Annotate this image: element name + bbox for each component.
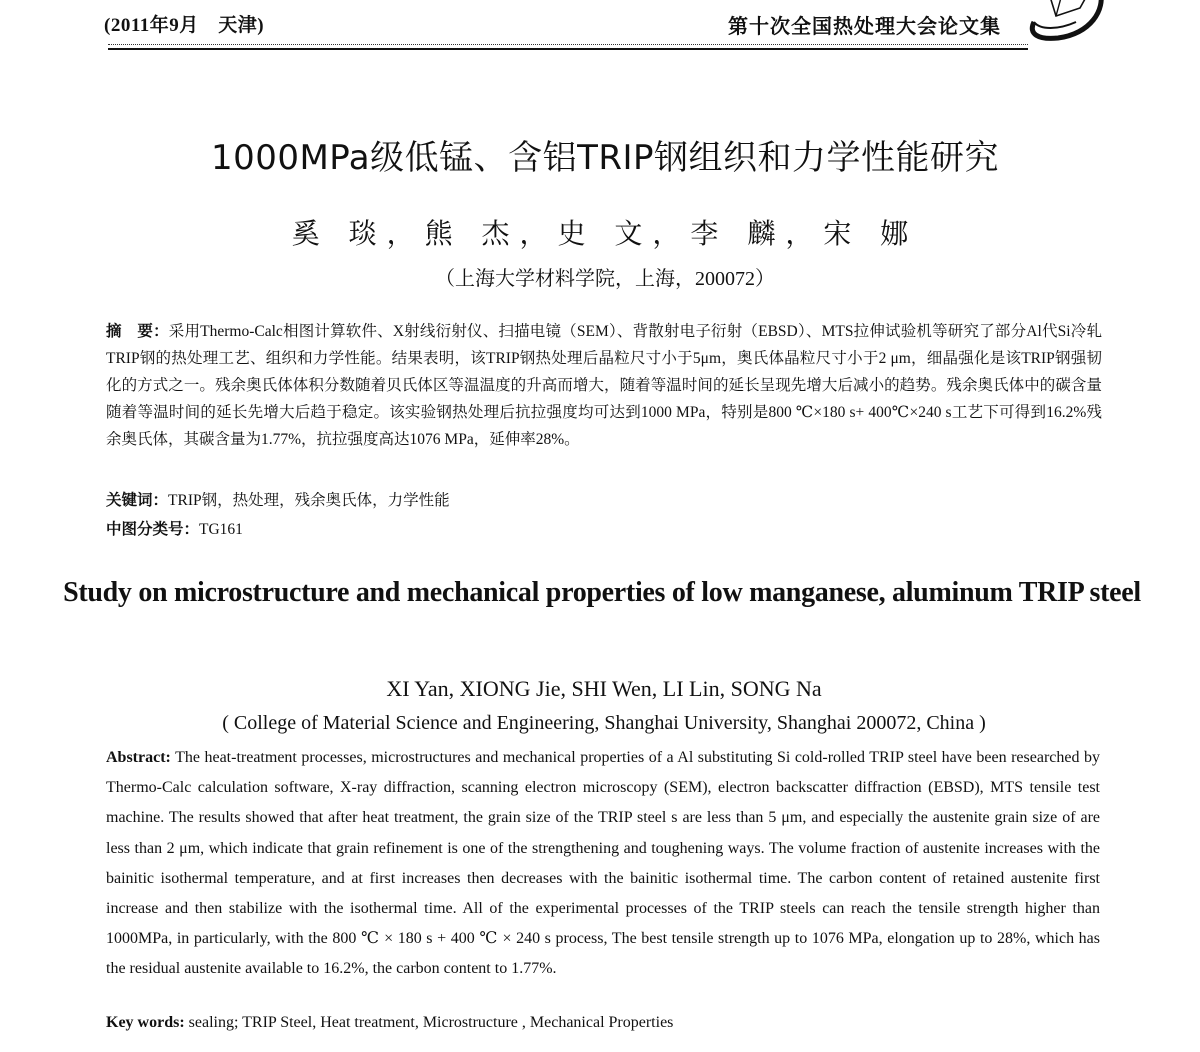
header-rule [108,48,1028,50]
page-header [0,0,1200,60]
affiliation-chinese: （上海大学材料学院，上海，200072） [435,268,775,290]
abstract-chinese-text: 采用Thermo-Calc相图计算软件、X射线衍射仪、扫描电镜（SEM）、背散射电子衍射（EBSD）、MTS拉伸试验机等研究了部分Al代Si冷轧TRIP钢的热处理工艺、组织和力学性能。结果表明，该TRIP钢热处理后晶粒尺寸小于5μm，奥氏体晶粒尺寸小于2 μm，细晶强化是该TRIP钢强韧化的方式之一。残余奥氏体体积分数随着贝氏体区等温温度的升高而增大，随着等温时间的延长呈现先增大后减小的趋势。残余奥氏体中的碳含量随着等温时间的延长先增大后趋于稳定。该实验钢热处理后抗拉强度均可达到1000 MPa，特别是800 ℃×180 s+ 400℃×240 s工艺下可得到16.2%残余奥氏体，其碳含量为1.77%，抗拉强度高达1076 MPa，延伸率28%。 [106,323,1102,448]
authors-english: XI Yan, XIONG Jie, SHI Wen, LI Lin, SONG Na [386,676,822,701]
abstract-chinese-label: 摘 要： [106,322,169,340]
paper-title-english: Study on microstructure and mechanical properties of low manganese, aluminum TRIP steel [63,577,1141,608]
affiliation-english: ( College of Material Science and Engineering, Shanghai University, Shanghai 200072, China ) [222,712,986,734]
keywords-english-label: Key words: [106,1014,185,1031]
abstract-english-label: Abstract: [106,749,171,766]
authors-chinese: 奚 琰，熊 杰，史 文，李 麟，宋 娜 [291,217,919,250]
abstract-chinese [106,318,1102,453]
keywords-english [106,1014,673,1032]
keywords-chinese-label: 关键词： [106,491,169,509]
classification-number [106,517,243,539]
keywords-english-text: sealing; TRIP Steel, Heat treatment, Microstructure , Mechanical Properties [184,1014,674,1031]
abstract-english-text: The heat-treatment processes, microstructures and mechanical properties of a Al substituting Si cold-rolled TRIP steel have been researched by Thermo-Calc calculation software, X-ray diffraction, scanning electron microscopy (SEM), electron backscatter diffraction (EBSD), MTS tensile test machine. The results showed that after heat treatment, the grain size of the TRIP steel s are less than 5 μm, and especially the austenite grain size of are less than 2 μm, which indicate that grain refinement is one of the strengthening and toughening ways. The volume fraction of austenite increases with the bainitic isothermal temperature, and at first increases then decreases with the bainitic isothermal time. The carbon content of retained austenite first increase and then stabilize with the isothermal time. All of the experimental processes of the TRIP steels can reach the tensile strength higher than 1000MPa, in particularly, with the 800 ℃ × 180 s + 400 ℃ × 240 s process, The best tensile strength up to 1076 MPa, elongation up to 28%, which has the residual austenite available to 16.2%, the carbon content to 1.77%. [106,749,1100,978]
conference-date-location: (2011年9月 天津) [104,15,265,36]
abstract-english [106,743,1100,985]
classification-value: TG161 [199,521,243,538]
proceedings-title: 第十次全国热处理大会论文集 [728,14,1001,38]
header-dotted-rule [108,44,1028,45]
conference-logo-icon [1018,0,1108,50]
keywords-chinese [106,488,450,510]
classification-label: 中图分类号： [106,520,200,538]
paper-title-chinese: 1000MPa级低锰、含铝TRIP钢组织和力学性能研究 [210,138,1000,178]
keywords-chinese-text: TRIP钢，热处理，残余奥氏体，力学性能 [168,492,450,509]
